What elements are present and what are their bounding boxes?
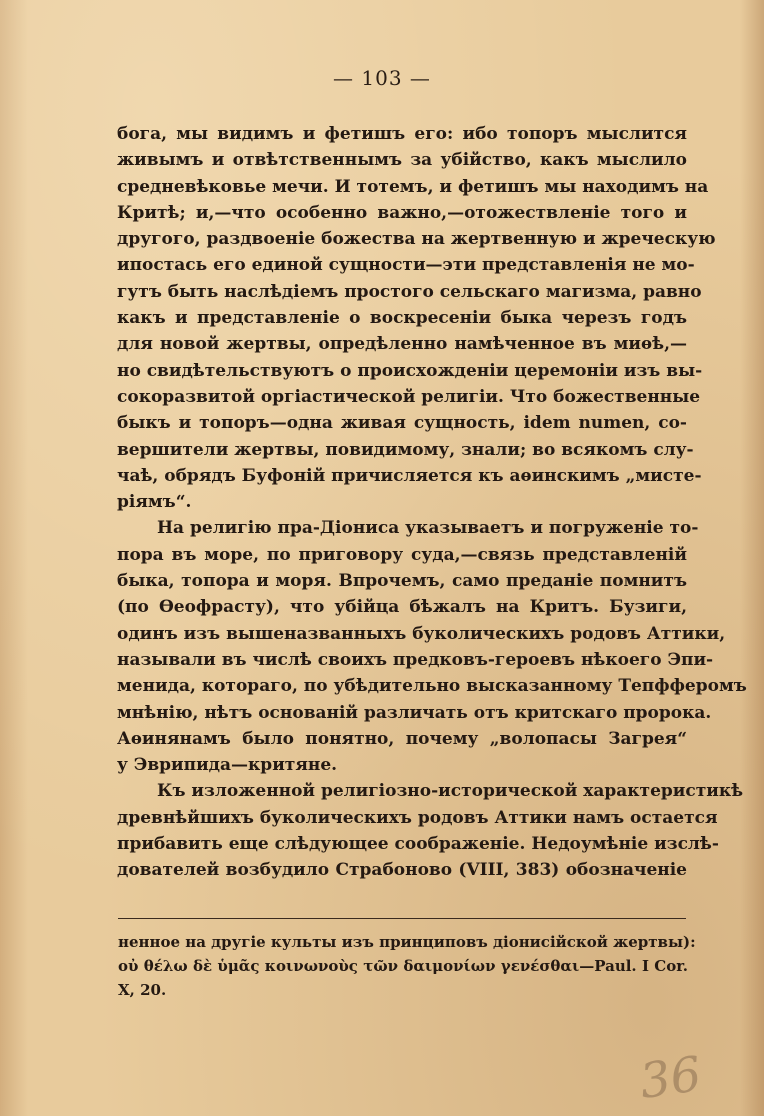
- text-line: менида, котораго, по убѣдительно высказанному Тепфферомъ: [117, 676, 747, 697]
- text-line: ріямъ“.: [117, 492, 192, 513]
- text-line: мнѣнію, нѣтъ основаній различать отъ критскаго пророка.: [117, 702, 712, 723]
- text-line: одинъ изъ вышеназванныхъ буколическихъ родовъ Аттики,: [117, 623, 726, 644]
- text-line: для новой жертвы, опредѣленно намѣченное въ миѳѣ,—: [117, 334, 687, 355]
- text-line: древнѣйшихъ буколическихъ родовъ Аттики намъ остается: [117, 807, 718, 828]
- footnote-line: X, 20.: [118, 981, 167, 999]
- text-line: прибавить еще слѣдующее соображеніе. Недоумѣніе изслѣ-: [117, 834, 719, 855]
- text-line: пора въ море, по приговору суда,—связь представленій: [117, 544, 687, 565]
- text-line: средневѣковье мечи. И тотемъ, и фетишъ мы находимъ на: [117, 176, 709, 197]
- paragraph-start: Къ изложенной религіозно-исторической характеристикѣ: [157, 781, 744, 802]
- text-line: живымъ и отвѣтственнымъ за убійство, какъ мыслило: [117, 150, 687, 171]
- text-line: у Эврипида—критяне.: [117, 755, 338, 776]
- footnote-line: ненное на другіе культы изъ принциповъ діонисійской жертвы):: [118, 933, 696, 951]
- footnote: [118, 930, 696, 1002]
- text-line: быка, топора и моря. Впрочемъ, само преданіе помнитъ: [117, 571, 687, 592]
- text-line: вершители жертвы, повидимому, знали; во всякомъ слу-: [117, 439, 694, 460]
- text-line: другого, раздвоеніе божества на жертвенную и жреческую: [117, 229, 716, 250]
- page-number: — 103 —: [333, 66, 431, 90]
- text-line: называли въ числѣ своихъ предковъ-героевъ нѣкоего Эпи-: [117, 649, 714, 670]
- handwritten-mark: 36: [636, 1046, 705, 1110]
- text-line: чаѣ, обрядъ Буфоній причисляется къ аѳинскимъ „мисте-: [117, 465, 702, 486]
- text-line: сокоразвитой оргіастической религіи. Что божественные: [117, 386, 701, 407]
- text-line: быкъ и топоръ—одна живая сущность, idem numen, со-: [117, 413, 687, 434]
- text-line: бога, мы видимъ и фетишъ его: ибо топоръ мыслится: [117, 124, 687, 144]
- text-line: Критѣ; и,—что особенно важно,—отожествленіе того и: [117, 202, 687, 223]
- footnote-line: οὐ θέλω δὲ ὑμᾶς κοινωνοὺς τῶν δαιμονίων γενέσθαι—Paul. I Cor.: [118, 957, 688, 975]
- text-line: дователей возбудило Страбоново (VIII, 383) обозначеніе: [117, 860, 687, 881]
- body-text: [117, 121, 747, 884]
- text-line: ипостась его единой сущности—эти представленія не мо-: [117, 255, 695, 276]
- text-line: (по Ѳеофрасту), что убійца бѣжалъ на Критъ. Бузиги,: [117, 597, 687, 618]
- text-line: гутъ быть наслѣдіемъ простого сельскаго магизма, равно: [117, 281, 702, 302]
- footnote-divider: [118, 918, 686, 919]
- paragraph-start: На религію пра-Діониса указываетъ и погруженіе то-: [157, 518, 699, 539]
- text-line: какъ и представленіе о воскресеніи быка черезъ годъ: [117, 308, 687, 329]
- text-line: Аѳинянамъ было понятно, почему „волопасы Загрея“: [117, 728, 687, 749]
- text-line: но свидѣтельствуютъ о происхожденіи церемоніи изъ вы-: [117, 360, 703, 381]
